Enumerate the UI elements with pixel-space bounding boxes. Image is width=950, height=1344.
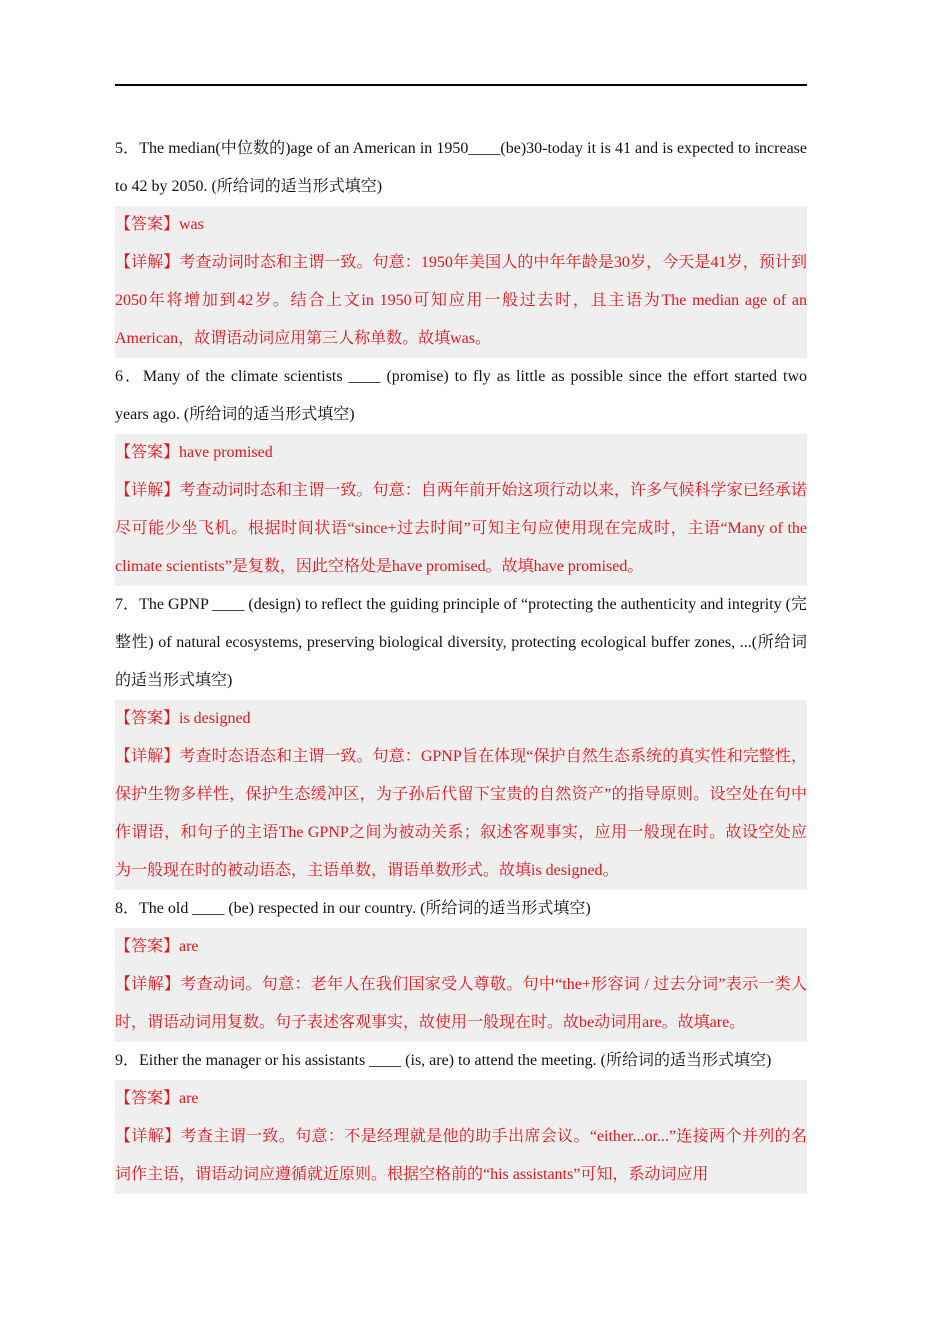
- answer-label-7: 【答案】is designed: [115, 710, 251, 727]
- question-7: 7．The GPNP ____ (design) to reflect the guiding principle of “protecting the authenticity and integrity (完整性) of natural ecosystems, preserving biological diversity, protecting ecological buffer zones, ...(所给词的适当形式填空): [115, 596, 808, 689]
- answer-label-9: 【答案】are: [115, 1090, 199, 1107]
- answer-block-9: [115, 1080, 807, 1194]
- answer-detail-9: 【详解】考查主谓一致。句意：不是经理就是他的助手出席会议。“either...or...”连接两个并列的名词作主语，谓语动词应遵循就近原则。根据空格前的“his assistants”可知，系动词应用: [115, 1128, 807, 1183]
- question-5: 5．The median(中位数的)age of an American in 1950____(be)30-today it is 41 and is expected to increase to 42 by 2050. (所给词的适当形式填空): [115, 140, 807, 195]
- answer-detail-5: 【详解】考查动词时态和主谓一致。句意：1950年美国人的中年年龄是30岁，今天是41岁，预计到2050年将增加到42岁。结合上文in 1950可知应用一般过去时，且主语为The median age of an American，故谓语动词应用第三人称单数。故填was。: [115, 254, 807, 347]
- question-6: 6．Many of the climate scientists ____ (promise) to fly as little as possible since the effort started two years ago. (所给词的适当形式填空): [115, 368, 807, 423]
- header-rule: [115, 84, 807, 86]
- answer-detail-8: 【详解】考查动词。句意：老年人在我们国家受人尊敬。句中“the+形容词 / 过去分词”表示一类人时，谓语动词用复数。句子表述客观事实，故使用一般现在时。故be动词用are。故填are。: [115, 976, 807, 1031]
- answer-label-6: 【答案】have promised: [115, 444, 273, 461]
- question-8: 8．The old ____ (be) respected in our country. (所给词的适当形式填空): [115, 900, 591, 917]
- answer-detail-6: 【详解】考查动词时态和主谓一致。句意：自两年前开始这项行动以来，许多气候科学家已经承诺尽可能少坐飞机。根据时间状语“since+过去时间”可知主句应使用现在完成时，主语“Many of the climate scientists”是复数，因此空格处是have promised。故填have promised。: [115, 482, 807, 575]
- page-content: [115, 130, 807, 1194]
- answer-detail-7: 【详解】考查时态语态和主谓一致。句意：GPNP旨在体现“保护自然生态系统的真实性和完整性，保护生物多样性，保护生态缓冲区，为子孙后代留下宝贵的自然资产”的指导原则。设空处在句中作谓语，和句子的主语The GPNP之间为被动关系；叙述客观事实，应用一般现在时。故设空处应为一般现在时的被动语态，主语单数，谓语单数形式。故填is designed。: [115, 748, 807, 879]
- question-9: 9．Either the manager or his assistants ____ (is, are) to attend the meeting. (所给词的适当形式填空): [115, 1052, 772, 1069]
- answer-block-5: [115, 206, 807, 358]
- answer-block-8: [115, 928, 807, 1042]
- answer-block-7: [115, 700, 807, 890]
- answer-label-8: 【答案】are: [115, 938, 199, 955]
- answer-block-6: [115, 434, 807, 586]
- answer-label-5: 【答案】was: [115, 216, 204, 233]
